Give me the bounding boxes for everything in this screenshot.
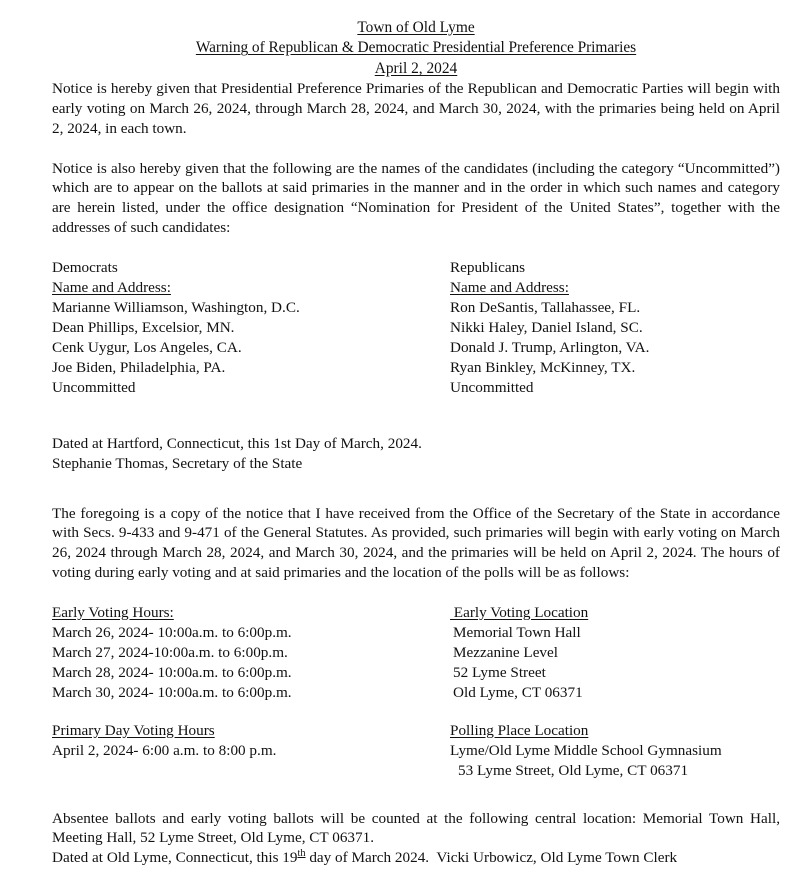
spacer [52,394,780,434]
document-title-line-2 [52,38,780,58]
polling-place-heading: Polling Place Location [450,721,589,739]
document-title-line-1 [52,18,780,38]
early-voting-location-line: 52 Lyme Street [453,663,546,681]
dateline-prefix: Dated at Old Lyme, Connecticut, this 19 [52,849,298,867]
town-name: Town of Old Lyme [357,19,475,36]
spacer [52,474,780,504]
early-voting-location-heading: Early Voting Location [450,603,589,621]
democrats-column [52,258,447,398]
candidate-row: Ron DeSantis, Tallahassee, FL. [450,298,641,316]
candidate-row: Uncommitted [450,378,534,396]
notice-paragraph-1: Notice is hereby given that Presidential Preference Primaries of the Republican and Democratic Parties will begin with early voting on March 26, 2024, through March 28, 2024, and March 30, 2024, with the primaries being held on April 2, 2024, in each town. [52,80,780,137]
democrats-column-header: Name and Address: [52,278,171,296]
candidate-row: Donald J. Trump, Arlington, VA. [450,338,650,356]
dateline-suffix: day of March 2024. Vicki Urbowicz, Old Lyme Town Clerk [305,849,678,867]
primary-day-hours-heading: Primary Day Voting Hours [52,721,215,739]
early-voting-location-column [450,603,810,703]
early-voting-hours-row: March 28, 2024- 10:00a.m. to 6:00p.m. [52,663,292,681]
early-voting-location-line: Memorial Town Hall [453,623,581,641]
early-voting-hours-column [52,603,447,703]
primary-day-hours-column [52,721,447,761]
polling-place-line: Lyme/Old Lyme Middle School Gymnasium [450,741,722,759]
early-voting-section [52,603,780,707]
document-title-line-3 [52,59,780,79]
spacer [52,779,780,809]
primary-day-section [52,721,780,779]
primary-date: April 2, 2024 [374,59,458,77]
polling-place-column [450,721,810,781]
spacer [52,583,780,603]
early-voting-hours-row: March 30, 2024- 10:00a.m. to 6:00p.m. [52,683,292,701]
democrats-party-label: Democrats [52,258,118,276]
ordinal-suffix: th [297,848,306,860]
candidate-row: Ryan Binkley, McKinney, TX. [450,358,636,376]
early-voting-location-line: Old Lyme, CT 06371 [453,683,583,701]
early-voting-hours-heading: Early Voting Hours: [52,603,174,621]
notice-paragraph-3: The foregoing is a copy of the notice that I have received from the Office of the Secretary of the State in accordance with Secs. 9-433 and 9-471 of the General Statutes. As provided, such primaries will begin with early voting on March 26, 2024 through March 28, 2024, and March 30, 2024, and the primaries will be held on April 2, 2024. The hours of voting during early voting and at said primaries and the location of the polls will be as follows: [52,504,780,581]
candidate-row: Cenk Uygur, Los Angeles, CA. [52,338,242,356]
republicans-column [450,258,810,398]
polling-place-line: 53 Lyme Street, Old Lyme, CT 06371 [458,761,689,779]
candidate-columns [52,258,780,394]
early-voting-hours-row: March 27, 2024-10:00a.m. to 6:00p.m. [52,643,288,661]
absentee-ballot-paragraph: Absentee ballots and early voting ballots will be counted at the following central location: Memorial Town Hall, Meeting Hall, 52 Lyme Street, Old Lyme, CT 06371. [52,809,780,847]
candidate-row: Dean Phillips, Excelsior, MN. [52,318,235,336]
notice-paragraph-2: Notice is also hereby given that the following are the names of the candidates (including the category “Uncommitted”) which are to appear on the ballots at said primaries in the manner and in the order in which such names and category are herein listed, under the office designation “Nomination for President of the United States”, together with the addresses of such candidates: [52,159,780,236]
dated-hartford-line: Dated at Hartford, Connecticut, this 1st Day of March, 2024. [52,434,422,452]
candidate-row: Uncommitted [52,378,136,396]
candidate-row: Nikki Haley, Daniel Island, SC. [450,318,643,336]
spacer [52,707,780,721]
primary-day-hours-row: April 2, 2024- 6:00 a.m. to 8:00 p.m. [52,741,277,759]
warning-subtitle: Warning of Republican & Democratic Presidential Preference Primaries [195,39,637,57]
spacer [52,139,780,159]
republicans-column-header: Name and Address: [450,278,569,296]
spacer [52,238,780,258]
town-clerk-dateline [52,848,780,868]
secretary-of-state-name: Stephanie Thomas, Secretary of the State [52,454,303,472]
candidate-row: Joe Biden, Philadelphia, PA. [52,358,226,376]
early-voting-hours-row: March 26, 2024- 10:00a.m. to 6:00p.m. [52,623,292,641]
candidate-row: Marianne Williamson, Washington, D.C. [52,298,300,316]
early-voting-location-line: Mezzanine Level [453,643,558,661]
republicans-party-label: Republicans [450,258,526,276]
